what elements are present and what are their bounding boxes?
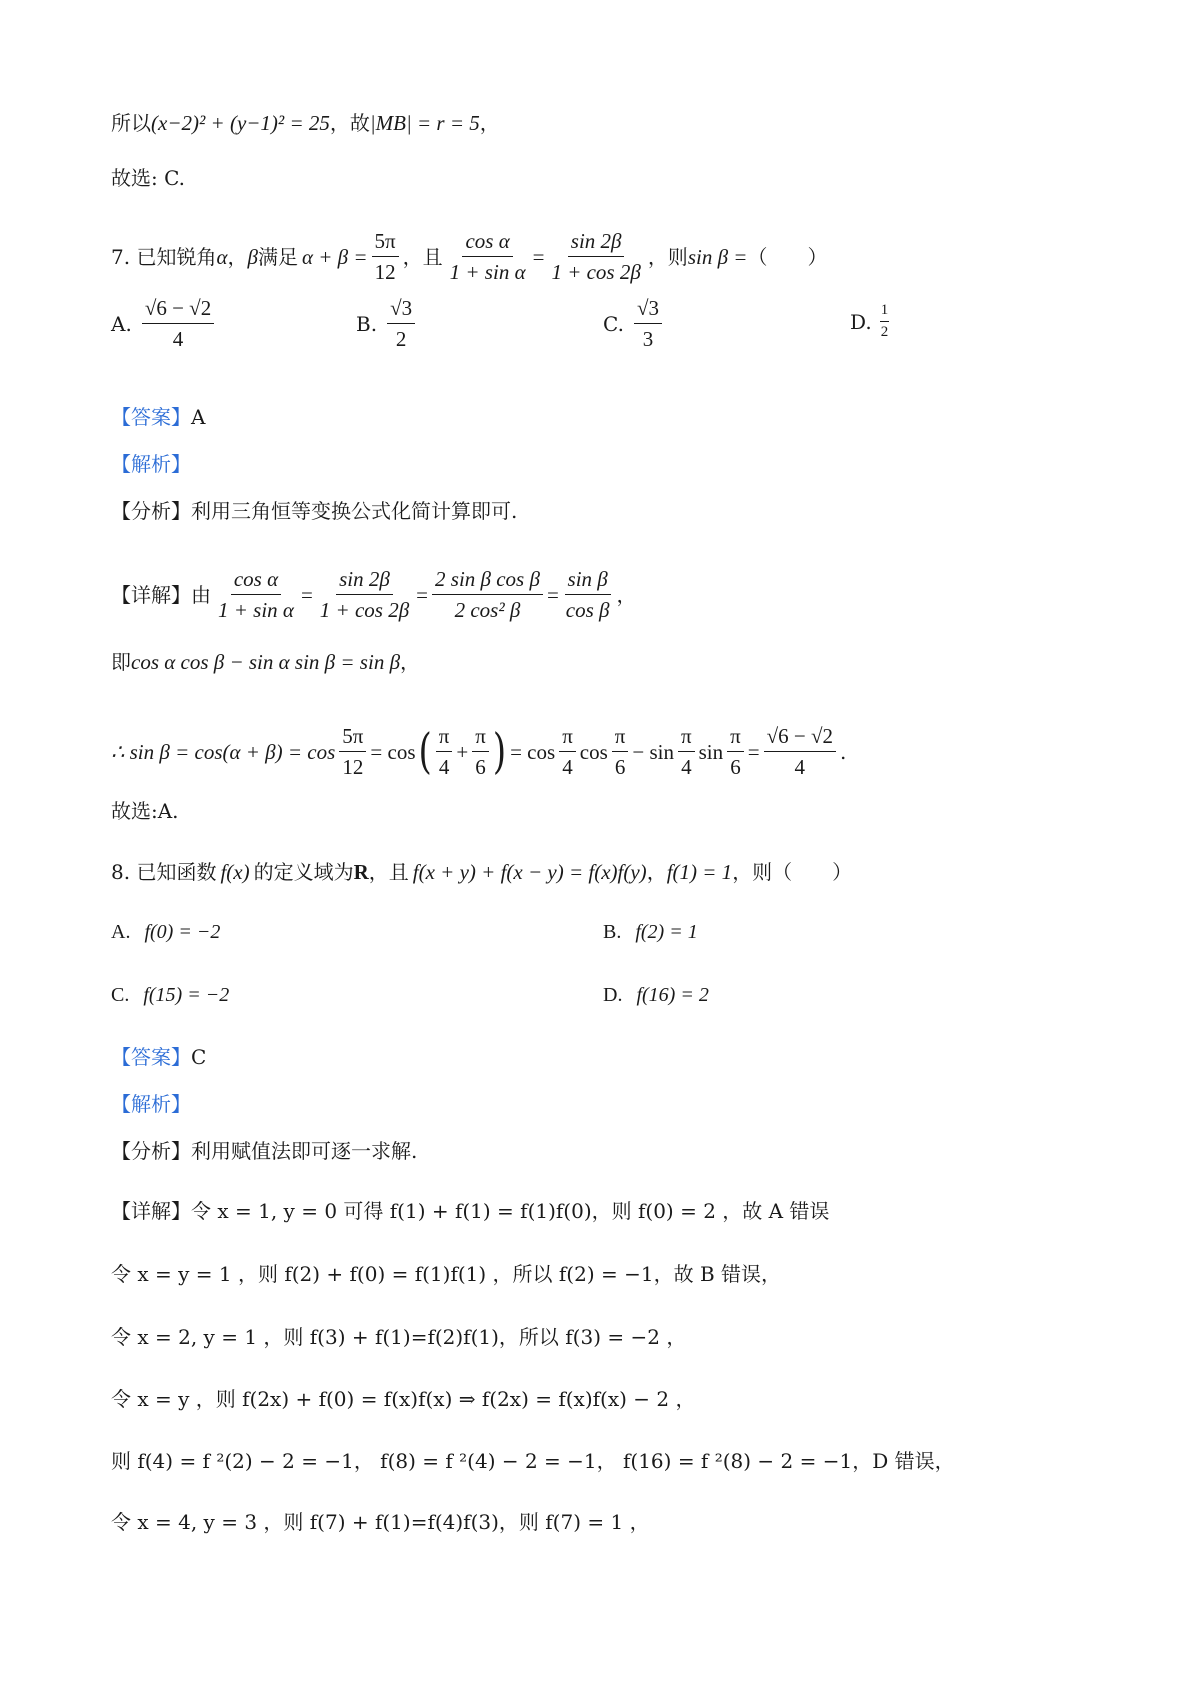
- jiexi-tag: 【解析】: [111, 452, 191, 476]
- fraction: $\frac{\text{cos α}}{\text{1 + sin α}}$: [449, 229, 526, 284]
- q8-detail-2: 令 x = y = 1 ，则 f(2) + f(0) = f(1)f(1) ，所以 f(2) = −1，故 B 错误，: [111, 1262, 782, 1286]
- text: ，则（ ）: [732, 860, 853, 884]
- text: ，且: [402, 244, 443, 269]
- answer-tag: 【答案】: [111, 1045, 191, 1069]
- equation: f(1) = 1: [666, 860, 733, 884]
- q7-fenxi: [111, 496, 1140, 526]
- reals-symbol: R: [353, 860, 369, 884]
- fraction: $\frac{\sin 2\beta}{1 + \cos 2\beta}$: [551, 229, 641, 284]
- text: 利用赋值法即可逐一求解.: [191, 1139, 418, 1163]
- q8-detail-5: 则 f(4) = f ²(2) − 2 = −1， f(8) = f ²(4) − 2 = −1， f(16) = f ²(8) − 2 = −1，D 错误，: [111, 1449, 955, 1473]
- q8-jiexi: [111, 1089, 1140, 1119]
- text: ，故: [329, 111, 370, 135]
- tag: 【分析】: [111, 499, 191, 523]
- equation: ∴ sin β = cos(α + β) = cos: [111, 739, 336, 764]
- solution-line-1: [111, 108, 1140, 138]
- text: 7. 已知锐角: [111, 244, 217, 269]
- q7-detail-3: ∴ sin β = cos(α + β) = cos $\frac{5\pi}{12}$ = cos ( $\frac{\pi}{4}$ + $\frac{\pi}{6}$ ) = cos $\frac{\pi}{4}$ cos $\frac{\pi}{6}$ − sin $\frac{\pi}{4}$ sin $\frac{\pi}{6}$ = $\frac{√6 - √2}{4}$ .: [111, 723, 847, 780]
- q7-jiexi: [111, 449, 1140, 479]
- text: 8. 已知函数: [111, 860, 217, 884]
- text: 即: [111, 650, 131, 674]
- equals: =: [532, 244, 545, 269]
- q7-detail-2: 即 cos α cos β − sin α sin β = sin β ，: [111, 647, 1140, 677]
- tag: 【详解】: [111, 582, 191, 607]
- q8-detail-6: 令 x = 4, y = 3 ，则 f(7) + f(1)=f(4)f(3)，则 f(7) = 1 ，: [111, 1510, 650, 1534]
- q8-fenxi: [111, 1136, 1140, 1166]
- q7-option-b: B. $\frac{√3}{2}$: [356, 295, 419, 352]
- text: 利用三角恒等变换公式化简计算即可.: [191, 499, 518, 523]
- q8-answer: [111, 1042, 1140, 1072]
- q7-option-a: A. $\frac{√6 - √2}{4}$: [111, 295, 218, 352]
- q8-detail-1: [111, 1196, 1140, 1226]
- question-7-stem: [111, 228, 1140, 285]
- equation: cos α cos β − sin α sin β = sin β: [131, 650, 401, 674]
- choose-c: 故选: C.: [111, 166, 186, 190]
- equation: (x−2)² + (y−1)² = 25: [151, 111, 330, 135]
- text: 的定义域为: [253, 860, 354, 884]
- jiexi-tag: 【解析】: [111, 1092, 191, 1116]
- equation: f(x + y) + f(x − y) = f(x)f(y): [412, 860, 647, 884]
- q7-option-d: D. $\frac{1}{2}$: [850, 302, 889, 340]
- equation: α + β =: [301, 244, 368, 269]
- answer-value: A: [191, 405, 206, 429]
- answer-value: C: [191, 1045, 207, 1069]
- q8-option-b: B. f(2) = 1: [603, 920, 698, 943]
- q8-option-a: A. f(0) = −2: [111, 920, 221, 943]
- equation: f(x): [220, 860, 250, 884]
- q8-option-d: D. f(16) = 2: [603, 983, 709, 1006]
- tag: 【分析】: [111, 1139, 191, 1163]
- text: 满足: [257, 244, 298, 269]
- answer-blank: （ ）: [747, 244, 828, 269]
- beta: β: [247, 244, 258, 269]
- text: 由: [191, 582, 211, 607]
- alpha: α: [216, 244, 228, 269]
- q7-detail-1: 【详解】 由 $\frac{\text{cos α}}{\text{1 + sin α}}$ = $\frac{\sin 2\beta}{1 + \cos 2\beta}$ = $\frac{\text{2 sin β cos β}}{\text{2 cos² β}}$ = $\frac{\text{sin β}}{\text{cos β}}$ ，: [111, 567, 637, 622]
- text: ，且: [368, 860, 409, 884]
- tag: 【详解】: [111, 1199, 191, 1223]
- q7-choose: 故选:A.: [111, 799, 179, 823]
- q7-answer: [111, 402, 1140, 432]
- question-8-stem: 8. 已知函数 f(x) 的定义域为 R ，且 f(x + y) + f(x − y) = f(x)f(y) ， f(1) = 1 ，则（ ）: [111, 857, 1140, 887]
- answer-tag: 【答案】: [111, 405, 191, 429]
- q7-option-c: C. $\frac{√3}{3}$: [603, 295, 666, 352]
- fraction: $\frac{5\pi}{12}$: [372, 228, 399, 285]
- equation: sin β =: [687, 244, 748, 269]
- equation: |MB| = r = 5: [369, 111, 480, 135]
- q8-detail-4: 令 x = y ，则 f(2x) + f(0) = f(x)f(x) ⇒ f(2x) = f(x)f(x) − 2 ，: [111, 1387, 696, 1411]
- q8-detail-3: 令 x = 2, y = 1 ，则 f(3) + f(1)=f(2)f(1)，所以 f(3) = −2 ，: [111, 1325, 687, 1349]
- text: 所以: [111, 111, 151, 135]
- text: 令 x = 1, y = 0 可得 f(1) + f(1) = f(1)f(0)，则 f(0) = 2 ，故 A 错误: [191, 1199, 830, 1223]
- q8-option-c: C. f(15) = −2: [111, 983, 230, 1006]
- punct: ，: [227, 244, 248, 269]
- text: ，则: [647, 244, 688, 269]
- punct: ，: [479, 111, 500, 135]
